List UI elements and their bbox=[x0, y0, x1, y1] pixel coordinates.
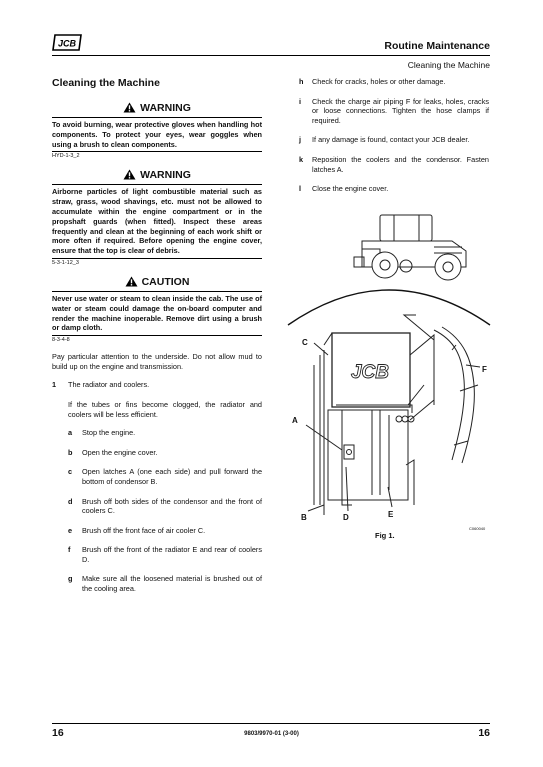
substep-text: Check the charge air piping F for leaks, holes, cracks or loose connections. Tighten the hose clamps if required. bbox=[312, 96, 489, 125]
warning-ref-2: 5-3-1-12_3 bbox=[52, 259, 79, 266]
substep-letter: j bbox=[299, 135, 302, 145]
substep-c bbox=[52, 467, 262, 486]
substep-letter: a bbox=[68, 428, 73, 438]
step-1-text: The radiator and coolers. bbox=[68, 380, 150, 390]
warning-box-1: To avoid burning, wear protective gloves when handling hot components. To protect your eyes, wear goggles when using a brush to clean components. bbox=[52, 117, 262, 152]
substep-d bbox=[52, 497, 262, 516]
figure-label-c: C bbox=[302, 338, 308, 347]
substep-f bbox=[52, 545, 262, 564]
substep-text: If any damage is found, contact your JCB dealer. bbox=[312, 135, 470, 145]
right-column bbox=[299, 77, 489, 204]
substep-k bbox=[299, 155, 489, 174]
substep-text: Open latches A (one each side) and pull forward the bottom of condensor B. bbox=[82, 467, 262, 486]
substep-text: Open the engine cover. bbox=[82, 447, 158, 457]
step-1 bbox=[52, 380, 262, 390]
substep-letter: k bbox=[299, 154, 304, 164]
warning-triangle-icon bbox=[123, 102, 136, 113]
caution-ref: 8-3-4-8 bbox=[52, 337, 70, 344]
section-title: Cleaning the Machine bbox=[52, 77, 160, 89]
figure-label-b: B bbox=[301, 513, 307, 522]
substep-b bbox=[52, 448, 262, 458]
cooler-stack bbox=[314, 333, 434, 515]
substep-i bbox=[299, 97, 489, 126]
charge-air-piping bbox=[404, 315, 478, 463]
substep-text: Brush off both sides of the condensor and the front of coolers C. bbox=[82, 496, 262, 516]
page-number-left: 16 bbox=[52, 727, 64, 739]
warning-heading-1 bbox=[52, 101, 262, 115]
figure-cooling-pack bbox=[284, 205, 494, 535]
step-1-note: If the tubes or fins become clogged, the radiator and coolers will be less efficient. bbox=[68, 399, 262, 419]
substep-text: Check for cracks, holes or other damage. bbox=[312, 77, 446, 86]
substep-letter: l bbox=[299, 184, 302, 194]
caution-triangle-icon bbox=[125, 276, 138, 287]
substep-text: Close the engine cover. bbox=[312, 184, 389, 194]
document-reference: 9803/9970-01 (3-00) bbox=[244, 731, 299, 737]
jcb-logo bbox=[52, 34, 82, 51]
tractor-illustration bbox=[354, 215, 466, 280]
warning-heading-2 bbox=[52, 168, 262, 182]
figure-caption: Fig 1. bbox=[375, 531, 395, 540]
figure-label-f: F bbox=[482, 365, 487, 374]
figure-label-d: D bbox=[343, 513, 349, 522]
left-column bbox=[52, 77, 262, 604]
header-title: Routine Maintenance bbox=[384, 40, 490, 52]
substep-e bbox=[52, 526, 262, 536]
logo-text: JCB bbox=[57, 38, 77, 49]
header-subtitle: Cleaning the Machine bbox=[407, 60, 490, 70]
substep-letter: f bbox=[68, 545, 71, 555]
warning-heading-2-text: WARNING bbox=[140, 169, 191, 182]
figure-code: C060040 bbox=[469, 526, 486, 531]
cooler-decal-text: JCB bbox=[350, 362, 390, 383]
warning-heading-1-text: WARNING bbox=[140, 102, 191, 114]
substep-h bbox=[299, 77, 489, 87]
warning-ref-1: HYD-1-3_2 bbox=[52, 153, 80, 160]
caution-heading bbox=[52, 275, 262, 289]
step-1-number: 1 bbox=[52, 380, 57, 390]
substep-letter: d bbox=[68, 496, 73, 506]
intro-paragraph: Pay particular attention to the underside. Do not allow mud to build up on the engine and transmission. bbox=[52, 352, 262, 371]
substep-text: Stop the engine. bbox=[82, 428, 136, 438]
substep-letter: e bbox=[68, 525, 73, 535]
caution-box: Never use water or steam to clean inside the cab. The use of water or steam could damage the on-board computer and render the machine inoperable. Remove dirt using a brush or damp cloth. bbox=[52, 291, 262, 336]
substep-l bbox=[299, 184, 489, 194]
substep-letter: h bbox=[299, 77, 304, 86]
substep-letter: g bbox=[68, 574, 73, 584]
substep-letter: c bbox=[68, 467, 73, 477]
substep-g bbox=[52, 574, 262, 593]
footer-rule bbox=[52, 723, 490, 724]
warning-triangle-icon bbox=[123, 169, 136, 180]
figure-label-e: E bbox=[388, 510, 394, 519]
substep-letter: i bbox=[299, 96, 302, 106]
figure-label-a: A bbox=[292, 416, 298, 425]
substep-text: Make sure all the loosened material is brushed out of the cooling area. bbox=[82, 574, 262, 594]
warning-box-2: Airborne particles of light combustible material such as straw, grass, wood shavings, etc. must not be allowed to accumulate within the engine compartment or in the propshaft guards (when fitted). Inspect these areas frequently and clean at the beginning of each work shift or more often if required. Before opening the engine cover, ensure that the top is clear of debris. bbox=[52, 184, 262, 259]
substep-text: Reposition the coolers and the condensor. Fasten latches A. bbox=[312, 154, 489, 174]
substep-a bbox=[52, 428, 262, 438]
substep-text: Brush off the front face of air cooler C. bbox=[82, 525, 206, 535]
substep-text: Brush off the front of the radiator E and rear of coolers D. bbox=[82, 545, 262, 564]
substep-j bbox=[299, 135, 489, 145]
substep-letter: b bbox=[68, 447, 73, 457]
page-number-right: 16 bbox=[478, 727, 490, 739]
header-rule bbox=[52, 55, 490, 56]
caution-heading-text: CAUTION bbox=[141, 275, 190, 288]
